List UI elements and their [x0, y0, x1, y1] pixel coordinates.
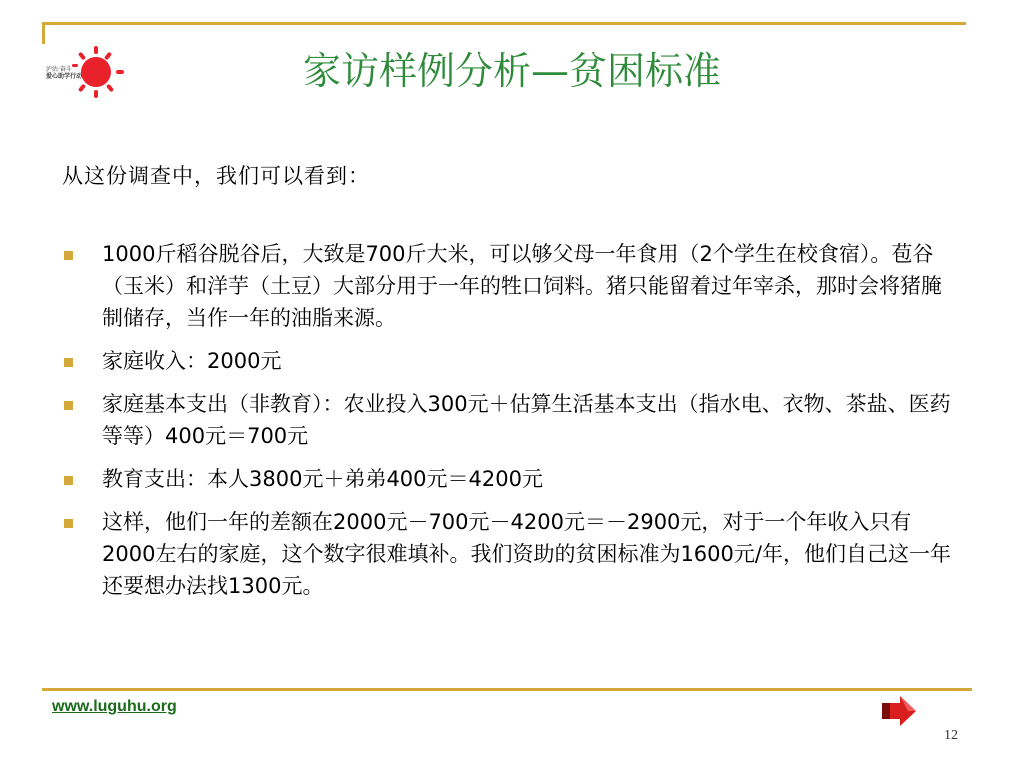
list-item	[62, 388, 952, 452]
bottom-rule	[42, 688, 972, 691]
bullet-text: 家庭收入：2000元	[102, 349, 282, 373]
logo-line1: 泸沽·奋斗	[46, 66, 72, 73]
bullet-square-icon	[64, 401, 73, 410]
list-item	[62, 345, 952, 377]
bullet-text: 教育支出：本人3800元＋弟弟400元＝4200元	[102, 467, 543, 491]
slide-title: 家访样例分析—贫困标准	[302, 49, 721, 93]
top-rule	[42, 22, 966, 25]
bullet-text: 家庭基本支出（非教育）：农业投入300元＋估算生活基本支出（指水电、衣物、茶盐、医药等等）400元＝700元	[102, 392, 951, 448]
page-number: 12	[944, 728, 958, 743]
bullet-list	[62, 238, 952, 613]
bullet-square-icon	[64, 519, 73, 528]
list-item	[62, 238, 952, 334]
list-item	[62, 506, 952, 602]
next-arrow-icon[interactable]	[882, 696, 916, 726]
logo-line2: 爱心助学行动	[46, 73, 83, 80]
bullet-square-icon	[64, 358, 73, 367]
bullet-square-icon	[64, 251, 73, 260]
list-item	[62, 463, 952, 495]
website-link[interactable]: www.luguhu.org	[52, 698, 177, 715]
intro-text: 从这份调查中，我们可以看到：	[62, 164, 370, 188]
bullet-text: 这样，他们一年的差额在2000元－700元－4200元＝－2900元，对于一个年收入只有2000左右的家庭，这个数字很难填补。我们资助的贫困标准为1600元/年，他们自己这一年还要想办法找1300元。	[102, 510, 951, 598]
bullet-square-icon	[64, 476, 73, 485]
bullet-text: 1000斤稻谷脱谷后，大致是700斤大米，可以够父母一年食用（2个学生在校食宿）。苞谷（玉米）和洋芋（土豆）大部分用于一年的牲口饲料。猪只能留着过年宰杀，那时会将猪腌制储存，当作一年的油脂来源。	[102, 242, 942, 330]
